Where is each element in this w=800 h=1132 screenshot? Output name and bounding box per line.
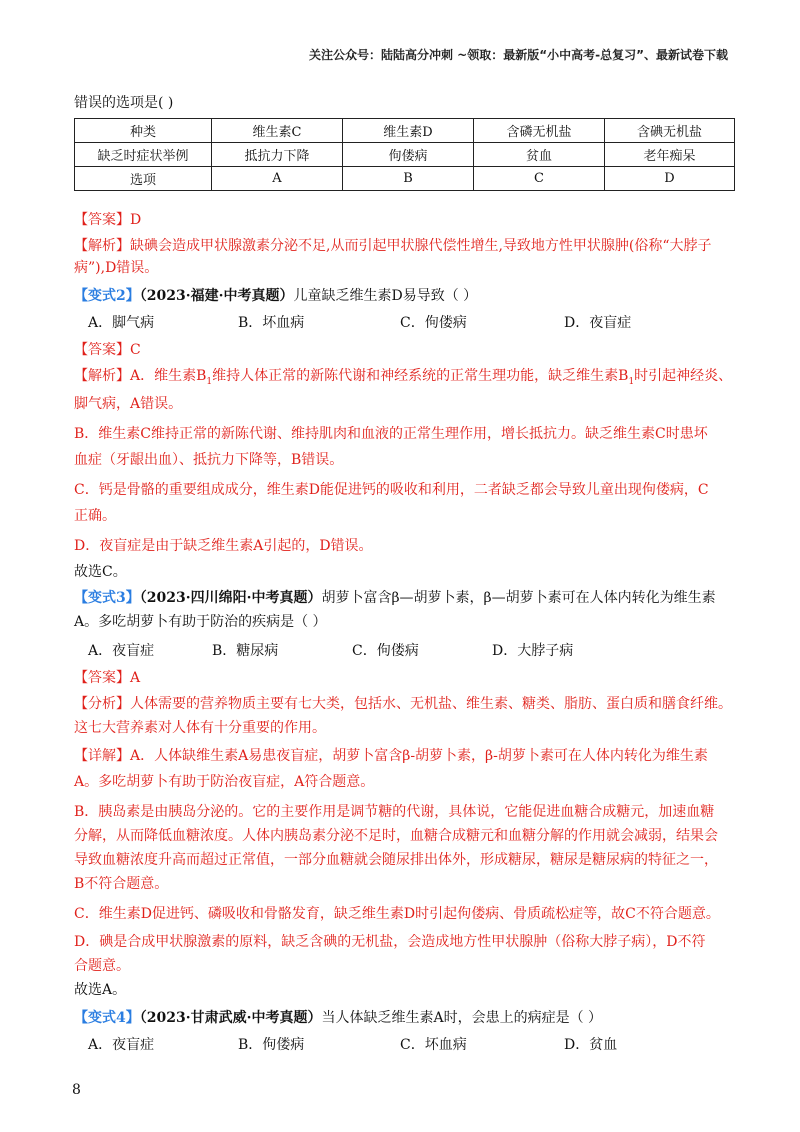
variant-tag: 【变式3】 (74, 589, 140, 606)
analysis-part: 维持人体正常的新陈代谢和神经系统的正常生理功能，缺乏维生素B (212, 368, 629, 384)
analysis-line: B．维生素C维持正常的新陈代谢、维持肌肉和血液的正常生理作用，增长抵抗力。缺乏维生素C时患坏 (74, 425, 708, 442)
question-stem: A。多吃胡萝卜有助于防治的疾病是（ ） (74, 613, 327, 630)
option-item: C．坏血病 (400, 1036, 467, 1053)
question-intro: 错误的选项是( ) (74, 95, 174, 111)
option-item: B．坏血病 (238, 315, 305, 331)
table-cell: 老年痴呆 (605, 143, 735, 167)
question-source: （2023·福建·中考真题） (139, 288, 294, 304)
analysis-line: 血症（牙龈出血）、抵抗力下降等，B错误。 (74, 451, 344, 468)
table-cell: 含碘无机盐 (605, 119, 735, 143)
question-stem: 胡萝卜富含β—胡萝卜素，β—胡萝卜素可在人体内转化为维生素 (321, 589, 716, 606)
variant-question (74, 587, 734, 609)
detail-line: 合题意。 (74, 957, 130, 974)
answer-line: 【答案】C (74, 342, 141, 358)
symptom-table (74, 118, 735, 191)
analysis-line: 这七大营养素对人体有十分重要的作用。 (74, 719, 326, 736)
options-row (74, 311, 734, 335)
analysis-line: 病”),D错误。 (74, 260, 159, 276)
analysis-line: D．夜盲症是由于缺乏维生素A引起的，D错误。 (74, 537, 373, 554)
option-item: D．大脖子病 (492, 642, 574, 659)
table-cell: 种类 (75, 119, 212, 143)
detail-line: B不符合题意。 (74, 875, 169, 892)
option-item: B．糖尿病 (212, 642, 279, 659)
analysis-line: 脚气病，A错误。 (74, 395, 183, 412)
option-item: A．脚气病 (88, 315, 155, 331)
option-item: A．夜盲症 (88, 1036, 155, 1053)
detail-line: D．碘是合成甲状腺激素的原料，缺乏含碘的无机盐，会造成地方性甲状腺肿（俗称大脖子病），D不符 (74, 933, 706, 950)
table-cell: 缺乏时症状举例 (75, 143, 212, 167)
table-cell: B (343, 167, 474, 191)
subscript: 1 (628, 376, 635, 387)
analysis-line: C．钙是骨骼的重要组成成分，维生素D能促进钙的吸收和利用，二者缺乏都会导致儿童出现佝偻病，C (74, 481, 709, 498)
variant-question (74, 285, 734, 307)
table-row (75, 143, 735, 167)
option-item: B．佝偻病 (238, 1036, 305, 1053)
page-content (74, 92, 734, 1057)
table-cell: 维生素C (212, 119, 343, 143)
question-source: （2023·甘肃武威·中考真题） (139, 1009, 322, 1026)
table-row (75, 119, 735, 143)
analysis-line (74, 365, 734, 393)
conclusion-line: 故选A。 (74, 981, 127, 998)
detail-line: B．胰岛素是由胰岛分泌的。它的主要作用是调节糖的代谢，具体说，它能促进血糖合成糖元，加速血糖 (74, 803, 715, 820)
question-stem: 儿童缺乏维生素D易导致（ ） (293, 288, 478, 304)
analysis-line: 【解析】缺碘会造成甲状腺激素分泌不足,从而引起甲状腺代偿性增生,导致地方性甲状腺肿(俗称“大脖子 (74, 238, 712, 254)
answer-line: 【答案】D (74, 212, 142, 228)
table-cell: 含磷无机盐 (474, 119, 605, 143)
table-row (75, 167, 735, 191)
option-item: D．贫血 (564, 1036, 618, 1053)
analysis-line: 正确。 (74, 507, 116, 524)
variant-question (74, 1007, 734, 1029)
analysis-part: 【解析】A．维生素B (74, 368, 207, 384)
detail-line: 分解，从而降低血糖浓度。人体内胰岛素分泌不足时，血糖合成糖元和血糖分解的作用就会减弱，结果会 (74, 827, 718, 844)
variant-tag: 【变式4】 (74, 1009, 140, 1026)
page-header: 关注公众号：陆陆高分冲刺 ~领取：最新版“小中高考-总复习”、最新试卷下载 (309, 48, 728, 62)
option-item: D．夜盲症 (564, 315, 632, 331)
detail-line: A。多吃胡萝卜有助于防治夜盲症，A符合题意。 (74, 773, 375, 790)
conclusion-line: 故选C。 (74, 563, 127, 580)
detail-line: 【详解】A．人体缺维生素A易患夜盲症，胡萝卜富含β-胡萝卜素，β-胡萝卜素可在人体内转化为维生素 (74, 747, 708, 764)
analysis-line: 【分析】人体需要的营养物质主要有七大类，包括水、无机盐、维生素、糖类、脂肪、蛋白质和膳食纤维。 (74, 695, 732, 712)
detail-line: C．维生素D促进钙、磷吸收和骨骼发育，缺乏维生素D时引起佝偻病、骨质疏松症等，故C不符合题意。 (74, 905, 720, 922)
answer-line: 【答案】A (74, 669, 141, 686)
option-item: C．佝偻病 (352, 642, 419, 659)
table-cell: 贫血 (474, 143, 605, 167)
option-item: A．夜盲症 (88, 642, 155, 659)
table-cell: 佝偻病 (343, 143, 474, 167)
question-stem: 当人体缺乏维生素A时，会患上的病症是（ ） (321, 1009, 603, 1026)
table-cell: A (212, 167, 343, 191)
analysis-part: 时引起神经炎、 (634, 368, 733, 384)
table-cell: D (605, 167, 735, 191)
page-number: 8 (72, 1082, 81, 1098)
detail-line: 导致血糖浓度升高而超过正常值，一部分血糖就会随尿排出体外，形成糖尿，糖尿是糖尿病的特征之一， (74, 851, 718, 868)
question-source: （2023·四川绵阳·中考真题） (139, 589, 322, 606)
options-row (74, 1033, 734, 1057)
variant-tag: 【变式2】 (74, 288, 140, 304)
option-item: C．佝偻病 (400, 315, 467, 331)
table-cell: 维生素D (343, 119, 474, 143)
table-cell: C (474, 167, 605, 191)
options-row (74, 639, 734, 663)
subscript: 1 (206, 376, 213, 387)
table-cell: 选项 (75, 167, 212, 191)
table-cell: 抵抗力下降 (212, 143, 343, 167)
